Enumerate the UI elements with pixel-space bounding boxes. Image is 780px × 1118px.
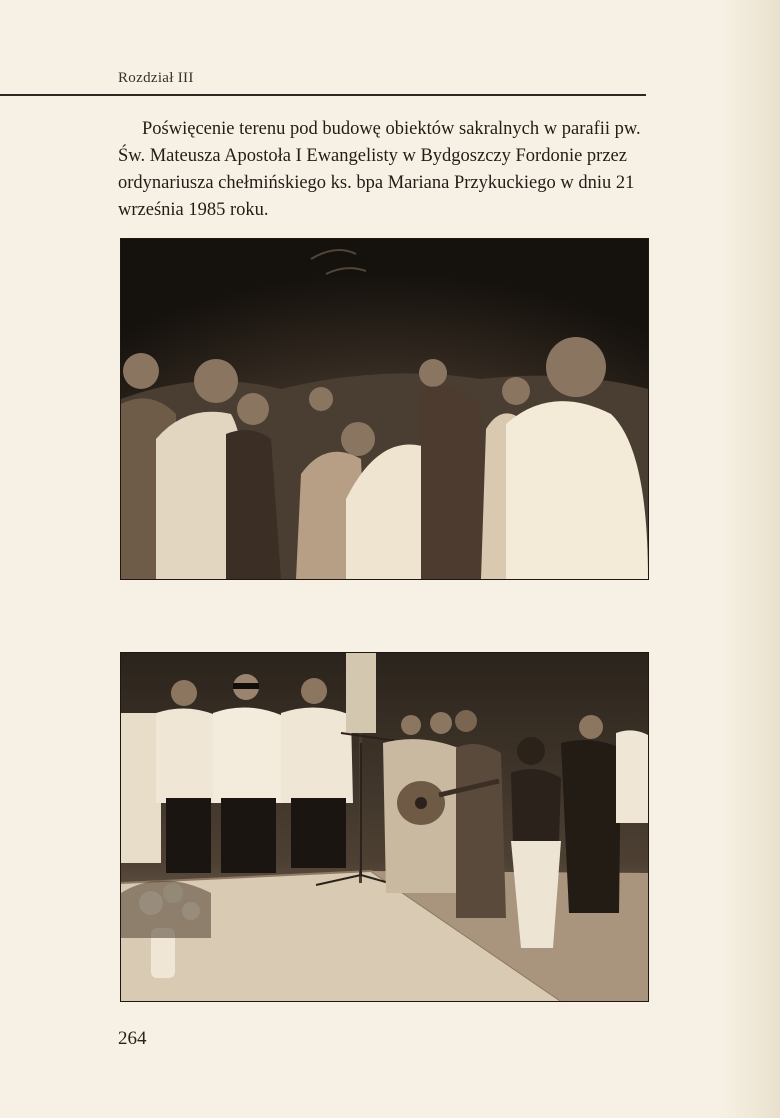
photo-caption: Poświęcenie terenu pod budowę obiektów sakralnych w parafii pw. Św. Mateusza Apostoła I Ewangelisty w Bydgoszczy Fordonie przez ordynariusza chełmińskiego ks. bpa Mariana Przykuckiego w dniu 21 września 1985 roku. [118, 119, 641, 220]
photo-crowd-ceremony [120, 238, 649, 580]
header-rule [0, 94, 646, 96]
photo-crowd-ceremony-image [121, 239, 648, 579]
page-edge-shadow [720, 0, 780, 1118]
page-number: 264 [118, 1028, 147, 1049]
photo-clergy-and-youth-image [121, 653, 648, 1001]
photo-clergy-and-youth [120, 652, 649, 1002]
running-head: Rozdział III [118, 70, 194, 86]
